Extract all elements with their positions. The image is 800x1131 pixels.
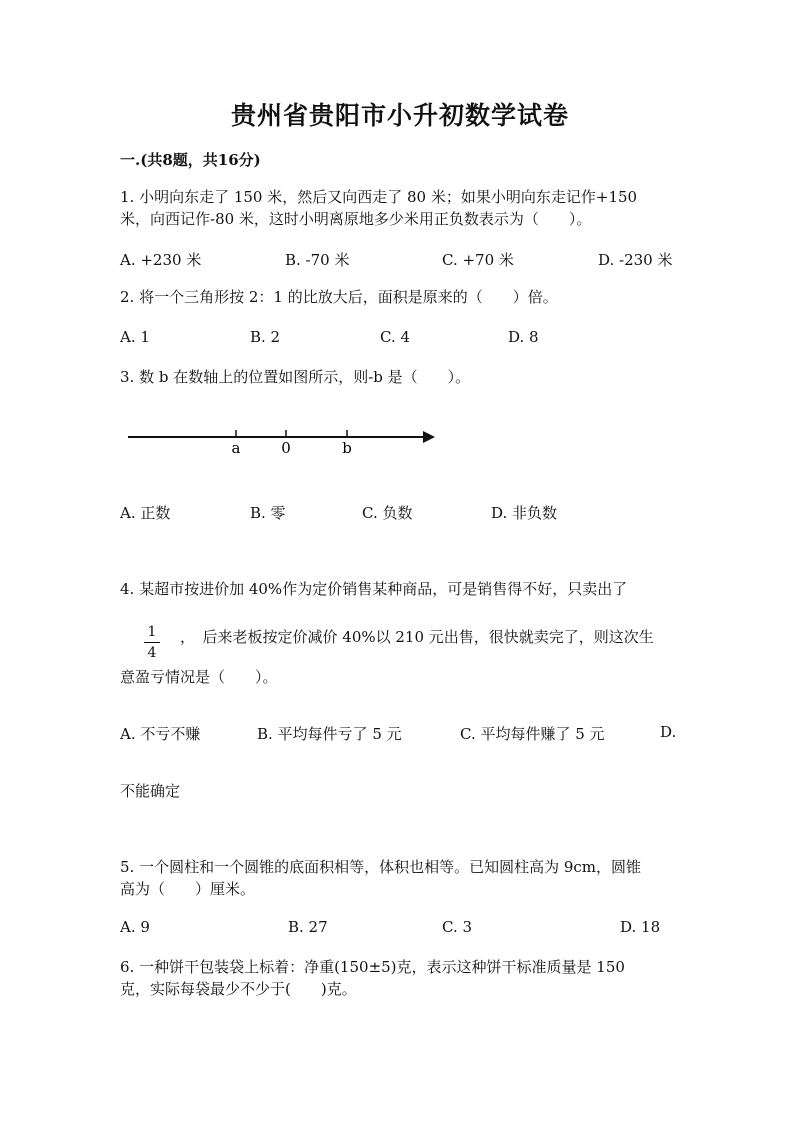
question-6-line-1: 6. 一种饼干包装袋上标着：净重(150±5)克，表示这种饼干标准质量是 150: [120, 958, 625, 976]
question-2-option-c: C. 4: [380, 328, 411, 346]
number-line-label-0: 0: [281, 439, 291, 457]
question-4-line-1: 4. 某超市按进价加 40%作为定价销售某种商品，可是销售得不好，只卖出了: [120, 580, 628, 598]
question-2-option-a: A. 1: [120, 328, 150, 346]
question-3-option-d: D. 非负数: [491, 504, 558, 522]
question-1-option-a: A. +230 米: [120, 251, 202, 269]
question-2-option-d: D. 8: [508, 328, 539, 346]
number-line-label-a: a: [231, 439, 241, 457]
question-5-option-a: A. 9: [120, 918, 150, 936]
question-1-option-d: D. -230 米: [598, 251, 673, 269]
question-3-option-b: B. 零: [250, 504, 286, 522]
number-line-label-b: b: [342, 439, 352, 457]
number-line-arrow: [423, 431, 435, 443]
question-4-option-d-label: D.: [660, 723, 677, 741]
question-4-option-c: C. 平均每件赚了 5 元: [460, 725, 605, 743]
number-line-figure: [120, 420, 450, 460]
fraction-denominator: 4: [147, 645, 157, 661]
question-3-line-1: 3. 数 b 在数轴上的位置如图所示，则-b 是（ ）。: [120, 368, 471, 386]
question-5-option-c: C. 3: [442, 918, 473, 936]
fraction-one-quarter: [144, 624, 160, 661]
question-1-option-b: B. -70 米: [285, 251, 350, 269]
question-4-option-b: B. 平均每件亏了 5 元: [257, 725, 402, 743]
question-5-option-b: B. 27: [288, 918, 328, 936]
question-6-line-2: 克，实际每袋最少不少于( )克。: [120, 980, 357, 998]
fraction-bar: [144, 642, 160, 643]
question-2-line-1: 2. 将一个三角形按 2：1 的比放大后，面积是原来的（ ）倍。: [120, 288, 558, 306]
question-4-option-a: A. 不亏不赚: [120, 725, 201, 743]
question-2-option-b: B. 2: [250, 328, 281, 346]
fraction-numerator: 1: [147, 624, 157, 640]
question-1-option-c: C. +70 米: [442, 251, 514, 269]
question-3-option-c: C. 负数: [362, 504, 413, 522]
question-5-line-1: 5. 一个圆柱和一个圆锥的底面积相等，体积也相等。已知圆柱高为 9cm，圆锥: [120, 858, 642, 876]
section-heading: 一.(共8题，共16分): [120, 151, 261, 169]
question-3-option-a: A. 正数: [120, 504, 171, 522]
question-4-option-d-text: 不能确定: [120, 782, 181, 800]
page-title: 贵州省贵阳市小升初数学试卷: [230, 101, 569, 130]
question-1-line-2: 米，向西记作-80 米，这时小明离原地多少米用正负数表示为（ ）。: [120, 210, 592, 228]
question-4-line-2: ， 后来老板按定价减价 40%以 210 元出售，很快就卖完了，则这次生: [180, 628, 654, 646]
question-4-line-3: 意盈亏情况是（ ）。: [120, 668, 278, 686]
question-5-option-d: D. 18: [620, 918, 661, 936]
question-1-line-1: 1. 小明向东走了 150 米，然后又向西走了 80 米；如果小明向东走记作+150: [120, 188, 638, 206]
question-5-line-2: 高为（ ）厘米。: [120, 880, 256, 898]
